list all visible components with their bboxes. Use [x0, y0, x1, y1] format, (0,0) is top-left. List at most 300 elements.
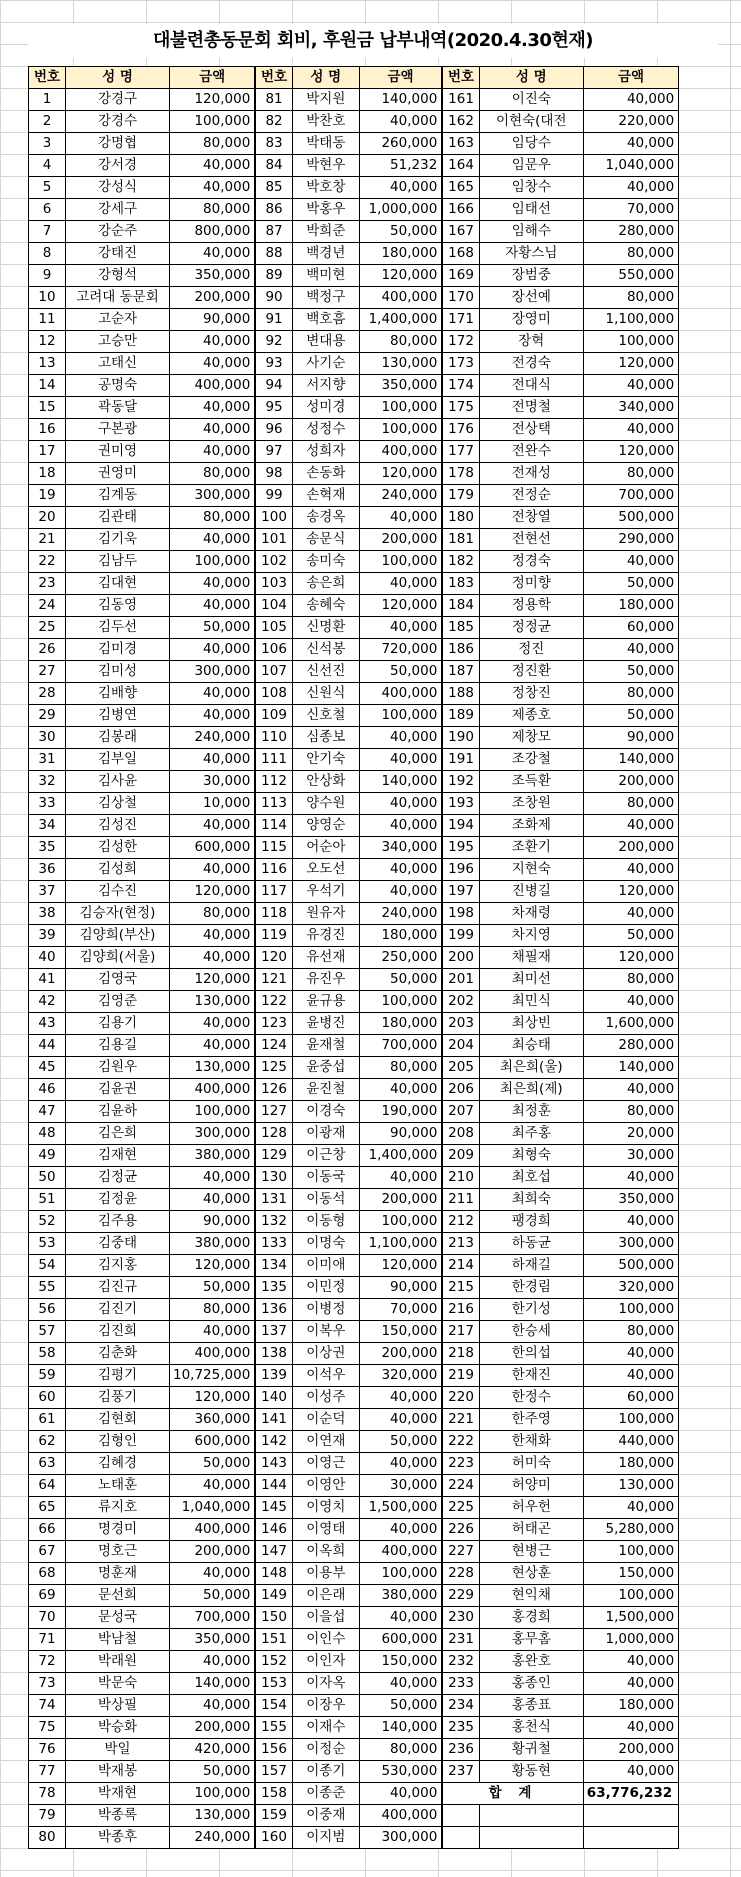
row-number: 175 — [442, 397, 479, 419]
row-number: 108 — [255, 683, 292, 705]
member-name: 최승태 — [479, 1035, 583, 1057]
amount: 40,000 — [170, 155, 256, 177]
row-number: 72 — [29, 1651, 66, 1673]
table-row — [29, 1409, 679, 1431]
member-name: 윤병진 — [292, 1013, 359, 1035]
amount: 150,000 — [359, 1321, 442, 1343]
member-name: 오도선 — [292, 859, 359, 881]
member-name: 김풍기 — [66, 1387, 170, 1409]
amount: 40,000 — [583, 89, 678, 111]
amount: 320,000 — [359, 1365, 442, 1387]
row-number: 224 — [442, 1475, 479, 1497]
amount: 600,000 — [359, 1629, 442, 1651]
row-number: 218 — [442, 1343, 479, 1365]
amount: 240,000 — [170, 727, 256, 749]
amount: 40,000 — [170, 925, 256, 947]
amount: 50,000 — [583, 705, 678, 727]
amount: 200,000 — [583, 771, 678, 793]
row-number: 211 — [442, 1189, 479, 1211]
row-number: 102 — [255, 551, 292, 573]
amount: 720,000 — [359, 639, 442, 661]
member-name: 하동균 — [479, 1233, 583, 1255]
member-name: 한채화 — [479, 1431, 583, 1453]
row-number: 127 — [255, 1101, 292, 1123]
amount: 40,000 — [583, 1211, 678, 1233]
row-number: 16 — [29, 419, 66, 441]
member-name: 박래원 — [66, 1651, 170, 1673]
member-name: 홍완호 — [479, 1651, 583, 1673]
table-row — [29, 1519, 679, 1541]
member-name: 최은희(울) — [479, 1057, 583, 1079]
header-name: 성 명 — [479, 67, 583, 89]
row-number: 45 — [29, 1057, 66, 1079]
member-name: 우석기 — [292, 881, 359, 903]
member-name: 김계동 — [66, 485, 170, 507]
amount: 300,000 — [170, 485, 256, 507]
row-number: 153 — [255, 1673, 292, 1695]
member-name: 최민식 — [479, 991, 583, 1013]
row-number: 33 — [29, 793, 66, 815]
row-number: 123 — [255, 1013, 292, 1035]
table-row — [29, 749, 679, 771]
table-row — [29, 925, 679, 947]
row-number: 198 — [442, 903, 479, 925]
amount: 180,000 — [583, 595, 678, 617]
amount — [583, 1827, 678, 1849]
member-name: 정진환 — [479, 661, 583, 683]
amount: 40,000 — [583, 1497, 678, 1519]
amount: 1,000,000 — [583, 1629, 678, 1651]
table-row — [29, 375, 679, 397]
table-row — [29, 529, 679, 551]
amount: 40,000 — [359, 1079, 442, 1101]
amount: 100,000 — [583, 1541, 678, 1563]
row-number: 21 — [29, 529, 66, 551]
amount: 80,000 — [359, 331, 442, 353]
amount: 140,000 — [583, 749, 678, 771]
member-name: 최상빈 — [479, 1013, 583, 1035]
member-name: 최희숙 — [479, 1189, 583, 1211]
member-name: 김혜경 — [66, 1453, 170, 1475]
member-name: 신원식 — [292, 683, 359, 705]
table-row — [29, 1299, 679, 1321]
table-row — [29, 991, 679, 1013]
table-row — [29, 1739, 679, 1761]
row-number: 143 — [255, 1453, 292, 1475]
row-number: 44 — [29, 1035, 66, 1057]
member-name: 이복우 — [292, 1321, 359, 1343]
amount: 5,280,000 — [583, 1519, 678, 1541]
amount: 400,000 — [359, 1541, 442, 1563]
member-name: 윤진철 — [292, 1079, 359, 1101]
member-name: 김기욱 — [66, 529, 170, 551]
amount: 400,000 — [359, 1805, 442, 1827]
row-number: 131 — [255, 1189, 292, 1211]
amount: 50,000 — [170, 1585, 256, 1607]
row-number: 23 — [29, 573, 66, 595]
member-name: 강서경 — [66, 155, 170, 177]
row-number: 107 — [255, 661, 292, 683]
member-name: 김진기 — [66, 1299, 170, 1321]
amount: 100,000 — [170, 551, 256, 573]
row-number: 160 — [255, 1827, 292, 1849]
row-number: 51 — [29, 1189, 66, 1211]
table-row — [29, 683, 679, 705]
amount: 200,000 — [359, 529, 442, 551]
member-name: 유진우 — [292, 969, 359, 991]
row-number: 227 — [442, 1541, 479, 1563]
member-name: 전경숙 — [479, 353, 583, 375]
member-name: 신선진 — [292, 661, 359, 683]
amount: 550,000 — [583, 265, 678, 287]
member-name: 백경년 — [292, 243, 359, 265]
row-number: 20 — [29, 507, 66, 529]
member-name: 김양희(부산) — [66, 925, 170, 947]
row-number: 212 — [442, 1211, 479, 1233]
row-number: 38 — [29, 903, 66, 925]
member-name: 김미성 — [66, 661, 170, 683]
row-number: 125 — [255, 1057, 292, 1079]
table-row — [29, 815, 679, 837]
row-number: 68 — [29, 1563, 66, 1585]
member-name: 어순아 — [292, 837, 359, 859]
table-row — [29, 793, 679, 815]
member-name: 이영안 — [292, 1475, 359, 1497]
row-number: 237 — [442, 1761, 479, 1783]
row-number: 167 — [442, 221, 479, 243]
row-number: 104 — [255, 595, 292, 617]
member-name: 이성주 — [292, 1387, 359, 1409]
row-number: 214 — [442, 1255, 479, 1277]
member-name: 김대현 — [66, 573, 170, 595]
member-name: 권미영 — [66, 441, 170, 463]
amount: 220,000 — [583, 111, 678, 133]
header-name: 성 명 — [292, 67, 359, 89]
amount: 1,040,000 — [583, 155, 678, 177]
member-name: 허태곤 — [479, 1519, 583, 1541]
member-name: 김관태 — [66, 507, 170, 529]
row-number: 74 — [29, 1695, 66, 1717]
amount: 40,000 — [583, 1673, 678, 1695]
row-number: 141 — [255, 1409, 292, 1431]
table-row — [29, 969, 679, 991]
amount: 80,000 — [583, 1101, 678, 1123]
member-name: 손혁재 — [292, 485, 359, 507]
row-number: 3 — [29, 133, 66, 155]
amount: 130,000 — [359, 353, 442, 375]
row-number: 1 — [29, 89, 66, 111]
row-number: 136 — [255, 1299, 292, 1321]
amount: 40,000 — [170, 1475, 256, 1497]
row-number: 90 — [255, 287, 292, 309]
amount: 180,000 — [359, 925, 442, 947]
member-name: 성미경 — [292, 397, 359, 419]
amount: 420,000 — [170, 1739, 256, 1761]
header-amount: 금액 — [170, 67, 256, 89]
amount: 40,000 — [170, 1651, 256, 1673]
amount: 130,000 — [170, 991, 256, 1013]
amount: 200,000 — [359, 1189, 442, 1211]
row-number: 182 — [442, 551, 479, 573]
amount: 260,000 — [359, 133, 442, 155]
member-name: 고순자 — [66, 309, 170, 331]
row-number: 105 — [255, 617, 292, 639]
table-row — [29, 705, 679, 727]
amount: 40,000 — [359, 573, 442, 595]
row-number: 188 — [442, 683, 479, 705]
amount: 200,000 — [359, 1343, 442, 1365]
table-row — [29, 155, 679, 177]
member-name: 박일 — [66, 1739, 170, 1761]
table-row — [29, 1277, 679, 1299]
amount: 120,000 — [583, 441, 678, 463]
member-name: 강명협 — [66, 133, 170, 155]
table-row — [29, 1167, 679, 1189]
row-number: 144 — [255, 1475, 292, 1497]
row-number: 222 — [442, 1431, 479, 1453]
table-row — [29, 419, 679, 441]
amount: 90,000 — [359, 1277, 442, 1299]
amount: 40,000 — [583, 419, 678, 441]
amount: 280,000 — [583, 1035, 678, 1057]
row-number: 150 — [255, 1607, 292, 1629]
member-name: 이민정 — [292, 1277, 359, 1299]
amount: 40,000 — [583, 133, 678, 155]
amount: 40,000 — [170, 595, 256, 617]
row-number: 69 — [29, 1585, 66, 1607]
member-name: 김윤하 — [66, 1101, 170, 1123]
row-number: 57 — [29, 1321, 66, 1343]
member-name: 안상화 — [292, 771, 359, 793]
amount: 130,000 — [170, 1057, 256, 1079]
member-name: 허우헌 — [479, 1497, 583, 1519]
row-number: 99 — [255, 485, 292, 507]
row-number: 7 — [29, 221, 66, 243]
member-name: 이은래 — [292, 1585, 359, 1607]
member-name: 윤중섭 — [292, 1057, 359, 1079]
row-number: 165 — [442, 177, 479, 199]
member-name: 이순덕 — [292, 1409, 359, 1431]
row-number: 93 — [255, 353, 292, 375]
amount: 40,000 — [359, 749, 442, 771]
row-number: 64 — [29, 1475, 66, 1497]
member-name: 김형인 — [66, 1431, 170, 1453]
amount: 40,000 — [583, 1365, 678, 1387]
amount: 40,000 — [170, 331, 256, 353]
amount: 120,000 — [583, 881, 678, 903]
row-number: 24 — [29, 595, 66, 617]
member-name: 진병길 — [479, 881, 583, 903]
member-name: 정진 — [479, 639, 583, 661]
member-name: 박희준 — [292, 221, 359, 243]
row-number: 169 — [442, 265, 479, 287]
row-number: 154 — [255, 1695, 292, 1717]
member-name: 조창원 — [479, 793, 583, 815]
amount: 190,000 — [359, 1101, 442, 1123]
member-name: 제창모 — [479, 727, 583, 749]
amount: 300,000 — [170, 1123, 256, 1145]
row-number: 27 — [29, 661, 66, 683]
row-number: 61 — [29, 1409, 66, 1431]
amount: 200,000 — [583, 837, 678, 859]
amount: 50,000 — [170, 1277, 256, 1299]
member-name: 김성진 — [66, 815, 170, 837]
row-number: 58 — [29, 1343, 66, 1365]
table-row — [29, 1101, 679, 1123]
table-row — [29, 331, 679, 353]
amount: 40,000 — [583, 375, 678, 397]
table-row — [29, 507, 679, 529]
row-number: 213 — [442, 1233, 479, 1255]
row-number: 73 — [29, 1673, 66, 1695]
row-number: 232 — [442, 1651, 479, 1673]
member-name: 강순주 — [66, 221, 170, 243]
amount: 40,000 — [583, 859, 678, 881]
amount: 1,000,000 — [359, 199, 442, 221]
row-number: 195 — [442, 837, 479, 859]
row-number: 126 — [255, 1079, 292, 1101]
row-number: 76 — [29, 1739, 66, 1761]
table-row — [29, 1189, 679, 1211]
member-name: 조득환 — [479, 771, 583, 793]
amount: 40,000 — [583, 1167, 678, 1189]
amount: 40,000 — [583, 1717, 678, 1739]
row-number: 46 — [29, 1079, 66, 1101]
amount: 380,000 — [170, 1233, 256, 1255]
row-number: 25 — [29, 617, 66, 639]
row-number: 226 — [442, 1519, 479, 1541]
amount: 150,000 — [583, 1563, 678, 1585]
amount: 400,000 — [359, 287, 442, 309]
row-number: 49 — [29, 1145, 66, 1167]
row-number: 77 — [29, 1761, 66, 1783]
row-number: 231 — [442, 1629, 479, 1651]
member-name: 변대용 — [292, 331, 359, 353]
amount: 100,000 — [359, 1563, 442, 1585]
member-name: 이미애 — [292, 1255, 359, 1277]
row-number: 228 — [442, 1563, 479, 1585]
row-number: 124 — [255, 1035, 292, 1057]
amount: 80,000 — [170, 133, 256, 155]
row-number: 172 — [442, 331, 479, 353]
table-row — [29, 1541, 679, 1563]
row-number: 42 — [29, 991, 66, 1013]
table-row — [29, 199, 679, 221]
member-name: 신명환 — [292, 617, 359, 639]
amount: 320,000 — [583, 1277, 678, 1299]
table-row — [29, 837, 679, 859]
row-number: 204 — [442, 1035, 479, 1057]
amount: 50,000 — [359, 1695, 442, 1717]
amount: 80,000 — [583, 243, 678, 265]
amount: 40,000 — [170, 1563, 256, 1585]
row-number: 223 — [442, 1453, 479, 1475]
row-number: 4 — [29, 155, 66, 177]
member-name: 이연재 — [292, 1431, 359, 1453]
member-name: 제종호 — [479, 705, 583, 727]
amount: 300,000 — [583, 1233, 678, 1255]
row-number: 59 — [29, 1365, 66, 1387]
row-number: 221 — [442, 1409, 479, 1431]
amount: 90,000 — [359, 1123, 442, 1145]
member-name: 김상철 — [66, 793, 170, 815]
member-name: 김윤권 — [66, 1079, 170, 1101]
row-number: 194 — [442, 815, 479, 837]
amount: 40,000 — [359, 859, 442, 881]
row-number: 216 — [442, 1299, 479, 1321]
header-row — [29, 67, 679, 89]
member-name: 김지홍 — [66, 1255, 170, 1277]
amount: 180,000 — [583, 1453, 678, 1475]
header-no: 번호 — [29, 67, 66, 89]
member-name: 채필재 — [479, 947, 583, 969]
amount: 80,000 — [583, 683, 678, 705]
table-row — [29, 1805, 679, 1827]
amount: 40,000 — [170, 573, 256, 595]
amount: 530,000 — [359, 1761, 442, 1783]
member-name: 사기순 — [292, 353, 359, 375]
member-name: 고려대 동문회 — [66, 287, 170, 309]
row-number: 122 — [255, 991, 292, 1013]
row-number: 170 — [442, 287, 479, 309]
member-name: 이진숙 — [479, 89, 583, 111]
member-name: 강성식 — [66, 177, 170, 199]
amount: 100,000 — [583, 331, 678, 353]
table-row — [29, 1321, 679, 1343]
row-number: 163 — [442, 133, 479, 155]
member-name: 강세구 — [66, 199, 170, 221]
member-name: 권영미 — [66, 463, 170, 485]
amount: 40,000 — [359, 507, 442, 529]
amount: 40,000 — [359, 1519, 442, 1541]
row-number: 11 — [29, 309, 66, 331]
member-name: 김주용 — [66, 1211, 170, 1233]
row-number: 236 — [442, 1739, 479, 1761]
member-name: 안기숙 — [292, 749, 359, 771]
member-name: 박종후 — [66, 1827, 170, 1849]
amount: 300,000 — [170, 661, 256, 683]
table-row — [29, 1651, 679, 1673]
member-name: 임문우 — [479, 155, 583, 177]
member-name: 백미현 — [292, 265, 359, 287]
row-number: 40 — [29, 947, 66, 969]
amount: 140,000 — [359, 89, 442, 111]
member-name: 조화제 — [479, 815, 583, 837]
amount: 40,000 — [583, 1651, 678, 1673]
row-number: 116 — [255, 859, 292, 881]
row-number: 114 — [255, 815, 292, 837]
row-number: 15 — [29, 397, 66, 419]
member-name: 장혁 — [479, 331, 583, 353]
row-number: 84 — [255, 155, 292, 177]
member-name: 전대식 — [479, 375, 583, 397]
member-name: 허미숙 — [479, 1453, 583, 1475]
row-number: 203 — [442, 1013, 479, 1035]
member-name: 홍종표 — [479, 1695, 583, 1717]
amount: 50,000 — [359, 1431, 442, 1453]
row-number: 200 — [442, 947, 479, 969]
row-number: 138 — [255, 1343, 292, 1365]
amount: 100,000 — [359, 397, 442, 419]
member-name: 차지영 — [479, 925, 583, 947]
member-name: 강경구 — [66, 89, 170, 111]
member-name: 이근창 — [292, 1145, 359, 1167]
member-name: 심종보 — [292, 727, 359, 749]
member-name: 이용부 — [292, 1563, 359, 1585]
amount: 600,000 — [170, 837, 256, 859]
member-name: 이옥희 — [292, 1541, 359, 1563]
member-name: 이정순 — [292, 1739, 359, 1761]
